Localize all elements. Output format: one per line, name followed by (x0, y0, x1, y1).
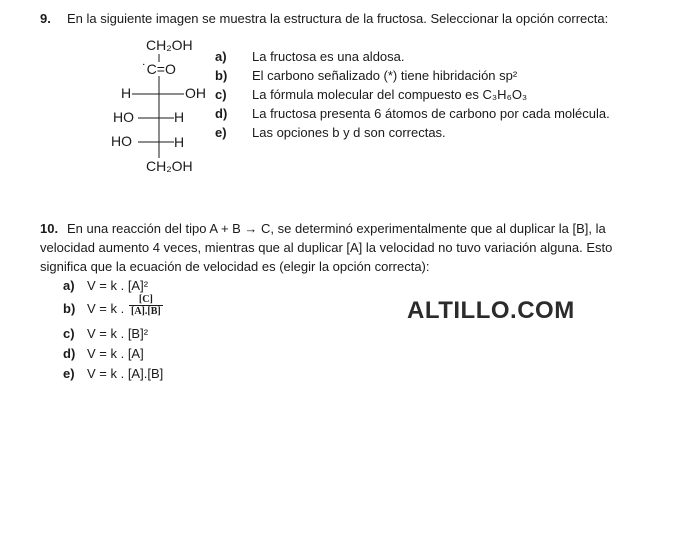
q9-option-e-letter: e) (215, 125, 227, 140)
q10-option-b-denominator: [A].[B] (131, 306, 161, 317)
q10-option-b-prefix: V = k . (87, 301, 125, 316)
q9-number: 9. (40, 11, 51, 26)
q10-option-b-fraction (129, 294, 163, 317)
struct-row4-right: H (174, 109, 185, 125)
q10-option-a-letter: a) (63, 278, 75, 293)
struct-row3-left: H (121, 85, 132, 101)
q9-option-d-letter: d) (215, 106, 228, 121)
q9-option-e-text: Las opciones b y d son correctas. (252, 125, 446, 140)
q10-option-a-text: V = k . [A]² (87, 278, 149, 293)
struct-row5-left: HO (111, 133, 132, 149)
q10-prompt-line2: velocidad aumento 4 veces, mientras que al duplicar [A] la velocidad no tuvo variación alguna. Esto (40, 240, 613, 255)
q10-option-c-text: V = k . [B]² (87, 326, 149, 341)
q10-prompt-line1: En una reacción del tipo A + B → C, se determinó experimentalmente que al duplicar la [B], la (67, 221, 606, 236)
struct-bottom: CH₂OH (146, 158, 193, 174)
q9-prompt: En la siguiente imagen se muestra la estructura de la fructosa. Seleccionar la opción correcta: (67, 11, 609, 26)
struct-row3-right: OH (185, 85, 206, 101)
q9-option-b-text: El carbono señalizado (*) tiene hibridación sp² (252, 68, 518, 83)
q10-option-c-letter: c) (63, 326, 75, 341)
q9-option-a-letter: a) (215, 49, 227, 64)
q10-prompt-line3: significa que la ecuación de velocidad es (elegir la opción correcta): (40, 259, 430, 274)
struct-row4-left: HO (113, 109, 134, 125)
struct-top: CH₂OH (146, 37, 193, 53)
q9-option-c-letter: c) (215, 87, 227, 102)
fructose-structure (100, 34, 210, 184)
q10-option-b-numerator: [C] (129, 294, 163, 306)
q10-option-e-text: V = k . [A].[B] (87, 366, 164, 381)
q10-option-d-letter: d) (63, 346, 76, 361)
q9-option-d-text: La fructosa presenta 6 átomos de carbono por cada molécula. (252, 106, 610, 121)
q9-option-c-text: La fórmula molecular del compuesto es C₃H₆O₃ (252, 87, 528, 102)
q10-number: 10. (40, 221, 59, 236)
q9-option-a-text: La fructosa es una aldosa. (252, 49, 405, 64)
q10-option-e-letter: e) (63, 366, 75, 381)
q9-option-b-letter: b) (215, 68, 228, 83)
q10-option-b-letter: b) (63, 301, 76, 316)
struct-carbonyl: ˙C=O (142, 61, 176, 77)
altillo-watermark: ALTILLO.COM (407, 297, 575, 324)
struct-row5-right: H (174, 134, 185, 150)
q10-option-d-text: V = k . [A] (87, 346, 144, 361)
